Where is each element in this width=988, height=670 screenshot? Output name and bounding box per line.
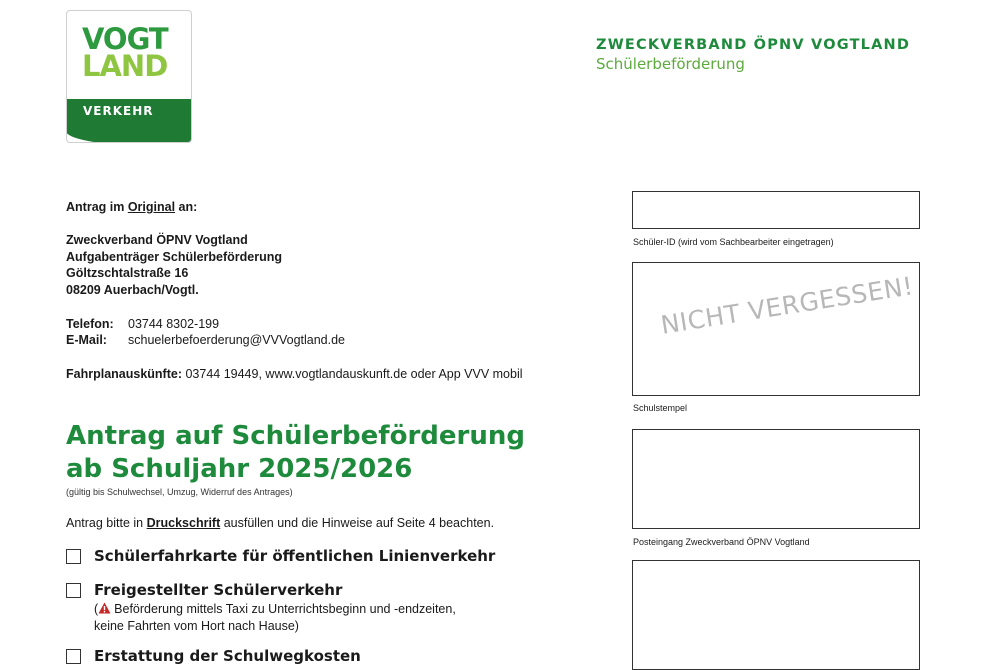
submission-intro [66,200,197,214]
receipt-stamp-label: Posteingang Zweckverband ÖPNV Vogtland [633,537,810,547]
contact-timetable [66,367,523,381]
school-stamp-label: Schulstempel [633,403,688,413]
address-line-4: 08209 Auerbach/Vogtl. [66,283,199,297]
instruction-after: ausfüllen und die Hinweise auf Seite 4 beachten. [220,516,495,530]
form-title-line-1: Antrag auf Schülerbeförderung [66,421,525,451]
intro-text-after: an: [175,200,198,214]
form-title [66,420,525,486]
contact-email [66,333,345,347]
email-value: schuelerbefoerderung@VVVogtland.de [128,333,346,347]
vogtland-verkehr-logo [66,10,192,143]
phone-label: Telefon: [66,317,114,331]
contact-phone [66,317,219,331]
school-ticket-label: Schülerfahrkarte für öffentlichen Linienverkehr [94,547,496,565]
receipt-stamp-box [632,429,920,529]
form-validity-note: (gültig bis Schulwechsel, Umzug, Widerruf des Antrages) [66,487,293,497]
note-open-paren: ( [94,602,99,616]
logo-band-text: VERKEHR [83,104,154,118]
student-id-label: Schüler-ID (wird vom Sachbearbeiter eingetragen) [633,237,834,247]
address-line-1: Zweckverband ÖPNV Vogtland [66,233,248,247]
taxi-note-line-2: keine Fahrten vom Hort nach Hause) [94,619,299,633]
taxi-transport-note [94,601,456,635]
form-instruction [66,516,494,530]
logo-word-vogt: VOGT [82,22,168,56]
student-id-field[interactable] [632,191,920,229]
additional-box [632,560,920,670]
taxi-note-line-1: Beförderung mittels Taxi zu Unterrichtsbeginn und -endzeiten, [114,602,456,616]
address-line-3: Göltzschtalstraße 16 [66,266,189,280]
instruction-before: Antrag bitte in [66,516,147,530]
school-ticket-checkbox[interactable] [66,549,81,564]
form-title-line-2: ab Schuljahr 2025/2026 [66,454,413,484]
intro-text-original: Original [127,200,176,214]
email-label: E-Mail: [66,333,107,347]
warning-icon [98,602,111,614]
intro-text-before: Antrag im [66,200,128,214]
cost-reimbursement-checkbox[interactable] [66,649,81,664]
cost-reimbursement-label: Erstattung der Schulwegkosten [94,647,361,665]
logo-word-land: LAND [82,49,168,83]
timetable-value: 03744 19449, www.vogtlandauskunft.de oder App VVV mobil [182,367,523,381]
organisation-department: Schülerbeförderung [596,55,745,73]
timetable-label: Fahrplanauskünfte: [66,367,182,381]
taxi-transport-label: Freigestellter Schülerverkehr [94,581,343,599]
phone-value: 03744 8302-199 [128,317,220,331]
address-line-2: Aufgabenträger Schülerbeförderung [66,250,282,264]
school-stamp-box [632,262,920,396]
instruction-bold: Druckschrift [146,516,221,530]
organisation-header [596,37,910,73]
taxi-transport-checkbox[interactable] [66,583,81,598]
stamp-reminder-text: NICHT VERGESSEN! [658,271,916,340]
organisation-name: ZWECKVERBAND ÖPNV VOGTLAND [596,37,911,53]
